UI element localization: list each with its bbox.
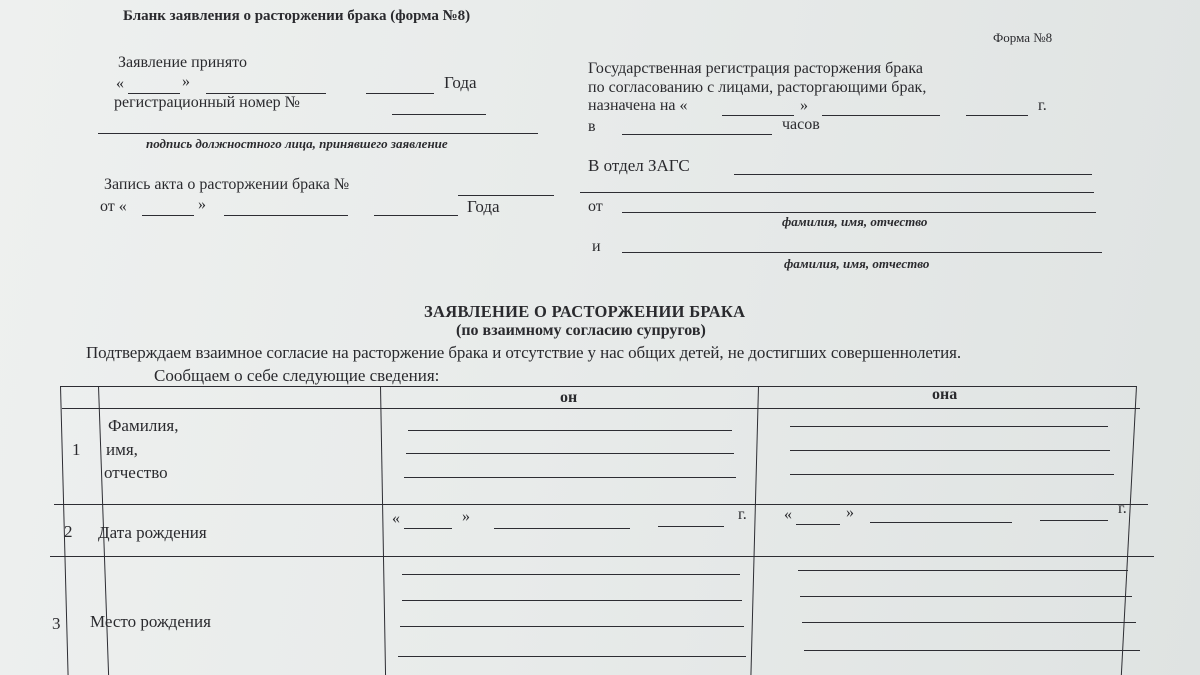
table-top-border: [60, 386, 1136, 387]
row2-she-quote-close: »: [846, 504, 854, 521]
act-record-label: Запись акта о расторжении брака №: [104, 176, 350, 193]
registration-line3: назначена на «: [588, 97, 688, 114]
row3-she-line2: [800, 596, 1132, 597]
registration-line1: Государственная регистрация расторжения брака: [588, 60, 923, 77]
row1-number: 1: [72, 440, 81, 459]
table-row2-border: [50, 556, 1154, 557]
col-he-header: он: [560, 389, 578, 406]
row1-he-line2: [406, 453, 734, 454]
row2-she-g: г.: [1118, 500, 1127, 517]
row2-label: Дата рождения: [98, 523, 207, 542]
row3-she-line3: [802, 622, 1136, 623]
accepted-quote-close: »: [182, 73, 190, 90]
main-subheading: (по взаимному согласию супругов): [456, 322, 706, 339]
row2-she-month-line: [870, 522, 1012, 523]
act-month-line: [224, 215, 348, 216]
table-right-border: [1121, 386, 1137, 675]
registration-year-line: [966, 115, 1028, 116]
signature-line: [98, 133, 538, 134]
row2-he-day-line: [404, 528, 452, 529]
row2-number: 2: [64, 522, 73, 541]
registration-v: в: [588, 118, 596, 135]
row2-he-quote-open: «: [392, 510, 400, 527]
row1-label-line1: Фамилия,: [108, 416, 179, 435]
act-year-label: Года: [467, 197, 500, 216]
row1-she-line3: [790, 474, 1114, 475]
row3-he-line3: [400, 626, 744, 627]
row1-label-line3: отчество: [104, 463, 168, 482]
registration-hours: часов: [782, 116, 820, 133]
act-year-line: [374, 215, 458, 216]
accepted-year-line: [366, 93, 434, 94]
row2-he-year-line: [658, 526, 724, 527]
reg-number-line: [392, 114, 486, 115]
row2-he-month-line: [494, 528, 630, 529]
from-label: от: [588, 198, 603, 215]
main-heading: ЗАЯВЛЕНИЕ О РАСТОРЖЕНИИ БРАКА: [424, 302, 746, 321]
row1-she-line1: [790, 426, 1108, 427]
table-he-col-border: [380, 386, 386, 675]
accepted-quote-open: «: [116, 75, 124, 92]
table-header-border: [62, 408, 1140, 409]
registration-g: г.: [1038, 97, 1047, 114]
fio-caption-2: фамилия, имя, отчество: [784, 256, 930, 271]
zags-line: [734, 174, 1092, 175]
row3-he-line4: [398, 656, 746, 657]
row3-she-line4: [804, 650, 1140, 651]
row2-she-quote-open: «: [784, 506, 792, 523]
zags-line2: [580, 192, 1094, 193]
row2-he-quote-close: »: [462, 508, 470, 525]
accepted-year-label: Года: [444, 73, 477, 92]
registration-line2: по согласованию с лицами, расторгающими брак,: [588, 79, 927, 96]
table-row1-border: [54, 504, 1148, 505]
row1-label-line2: имя,: [106, 440, 138, 459]
reg-number-label: регистрационный номер №: [114, 94, 300, 111]
act-quote-close: »: [198, 196, 206, 213]
row2-she-year-line: [1040, 520, 1108, 521]
act-record-line: [458, 195, 554, 196]
act-from-prefix: от «: [100, 198, 127, 215]
inform-text: Сообщаем о себе следующие сведения:: [154, 366, 440, 385]
fio-caption-1: фамилия, имя, отчество: [782, 214, 928, 229]
act-day-line: [142, 215, 194, 216]
zags-label: В отдел ЗАГС: [588, 156, 690, 175]
table-she-col-border: [750, 386, 759, 675]
row1-she-line2: [790, 450, 1110, 451]
row3-she-line1: [798, 570, 1128, 571]
form-title: Бланк заявления о расторжении брака (форма №8): [123, 8, 471, 24]
col-she-header: она: [932, 386, 958, 403]
row1-he-line1: [408, 430, 732, 431]
row1-he-line3: [404, 477, 736, 478]
row3-label: Место рождения: [90, 612, 211, 631]
and-name-line: [622, 252, 1102, 253]
row3-he-line1: [402, 574, 740, 575]
accepted-label: Заявление принято: [118, 54, 247, 71]
signature-caption: подпись должностного лица, принявшего заявление: [146, 136, 448, 151]
registration-month-line: [822, 115, 940, 116]
confirm-text: Подтверждаем взаимное согласие на расторжение брака и отсутствие у нас общих детей, не достигших совершеннолетия.: [86, 343, 961, 362]
form-number: Форма №8: [993, 30, 1053, 45]
row2-she-day-line: [796, 524, 840, 525]
from-name-line: [622, 212, 1096, 213]
registration-quote-close: »: [800, 97, 808, 114]
row2-he-g: г.: [738, 506, 747, 523]
row3-number: 3: [52, 614, 61, 633]
and-label: и: [592, 238, 601, 255]
row3-he-line2: [402, 600, 742, 601]
registration-time-line: [622, 134, 772, 135]
